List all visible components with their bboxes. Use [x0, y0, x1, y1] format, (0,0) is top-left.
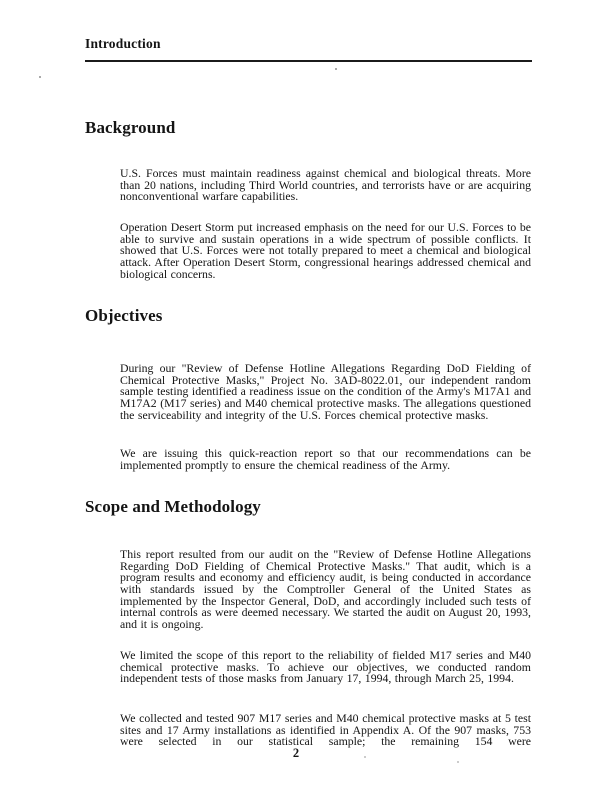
section-heading-objectives: Objectives [85, 306, 163, 325]
scan-speck [39, 76, 41, 78]
paragraph: We are issuing this quick-reaction report so that our recommendations can be implemented promptly to ensure the chemical readiness of the Army. [120, 445, 531, 472]
scan-speck [335, 68, 337, 70]
scan-speck [364, 756, 366, 758]
paragraph: U.S. Forces must maintain readiness against chemical and biological threats. More than 20 nations, including Third World countries, and terrorists have or are acquiring nonconventional warfare capabilities. [120, 165, 531, 204]
paragraph: We limited the scope of this report to the reliability of fielded M17 series and M40 chemical protective masks. To achieve our objectives, we conducted random independent tests of those masks from January 17, 1994, through March 25, 1994. [120, 647, 531, 686]
paragraph: During our "Review of Defense Hotline Allegations Regarding DoD Fielding of Chemical Protective Masks," Project No. 3AD-8022.01, our independent random sample testing identified a readiness issue on the condition of the Army's M17A1 and M17A2 (M17 series) and M40 chemical protective masks. The allegations questioned the serviceability and integrity of the U.S. Forces chemical protective masks. [120, 360, 531, 422]
scan-speck [457, 761, 459, 763]
section-heading-scope-and-methodology: Scope and Methodology [85, 497, 261, 516]
paragraph: Operation Desert Storm put increased emphasis on the need for our U.S. Forces to be able to survive and sustain operations in a wide spectrum of possible conflicts. It showed that U.S. Forces were not totally prepared to meet a chemical and biological attack. After Operation Desert Storm, congressional hearings addressed chemical and biological concerns. [120, 219, 531, 281]
section-heading-background: Background [85, 118, 176, 137]
paragraph: This report resulted from our audit on the "Review of Defense Hotline Allegations Regarding DoD Fielding of Chemical Protective Masks." That audit, which is a program results and economy and efficiency audit, is being conducted in accordance with standards issued by the Comptroller General of the United States as implemented by the Inspector General, DoD, and accordingly included such tests of internal controls as were deemed necessary. We started the audit on August 20, 1993, and it is ongoing. [120, 546, 531, 632]
header-divider [85, 60, 532, 62]
paragraph: We collected and tested 907 M17 series and M40 chemical protective masks at 5 test sites and 17 Army installations as identified in Appendix A. Of the 907 masks, 753 were selected in our statistical sample; the remaining 154 were [120, 710, 531, 749]
running-header: Introduction [85, 36, 161, 51]
page-number: 2 [292, 746, 300, 760]
